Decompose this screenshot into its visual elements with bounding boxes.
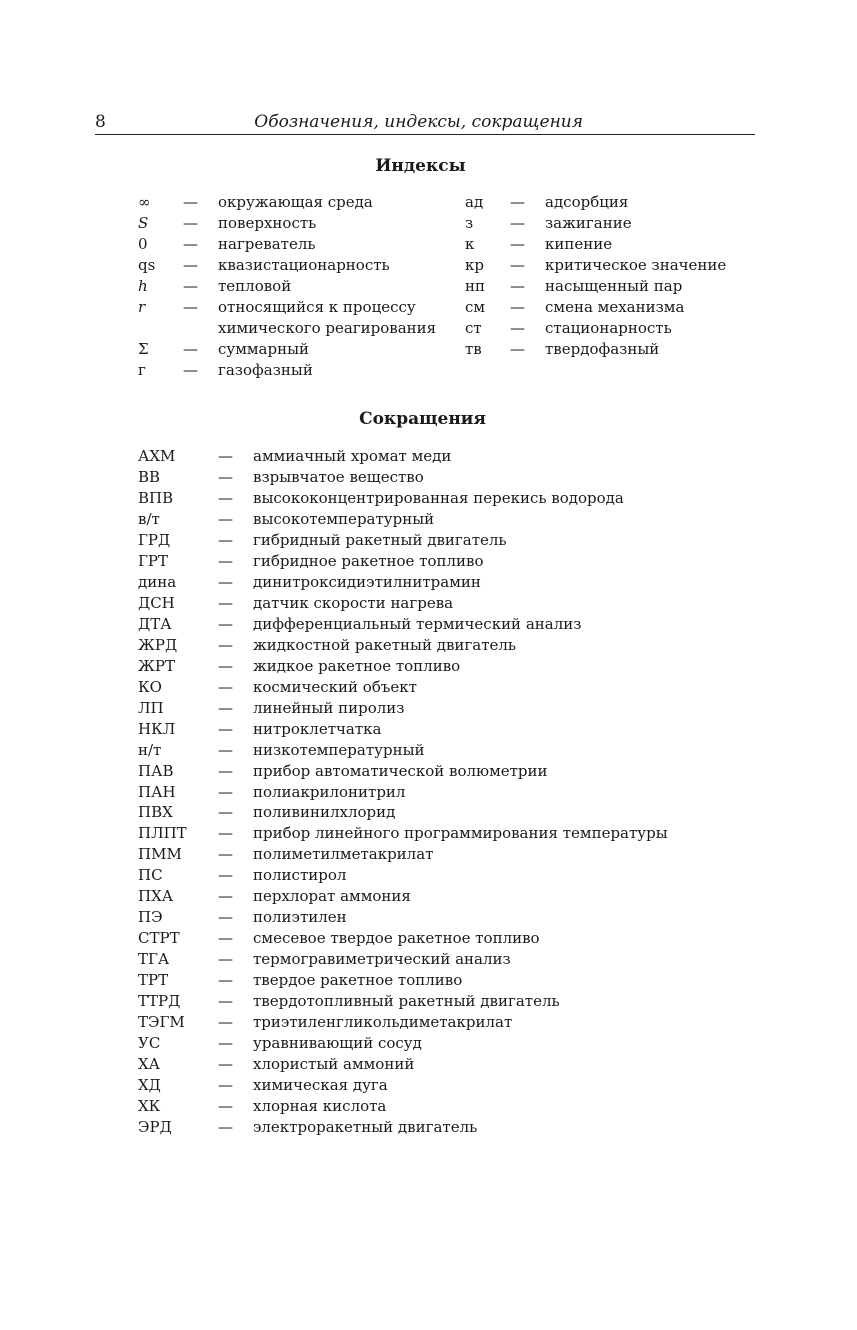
- abbreviation-dash: —: [218, 887, 233, 906]
- abbreviation-description: триэтиленгликольдиметакрилат: [253, 1013, 513, 1032]
- abbreviation-description: перхлорат аммония: [253, 887, 411, 906]
- index-symbol: ∞: [138, 193, 151, 211]
- index-dash: —: [510, 340, 525, 358]
- abbreviation-term: ГРТ: [138, 551, 169, 570]
- abbreviation-description: гибридное ракетное топливо: [253, 551, 484, 570]
- abbreviation-term: ЛП: [138, 698, 164, 717]
- abbreviation-dash: —: [218, 635, 233, 654]
- abbreviation-term: ПС: [138, 866, 163, 885]
- index-dash: —: [183, 193, 198, 211]
- abbreviation-description: термогравиметрический анализ: [253, 950, 511, 969]
- index-description: тепловой: [218, 277, 292, 295]
- index-symbol: Σ: [138, 340, 149, 358]
- index-symbol: 0: [138, 235, 148, 253]
- abbreviation-description: дифференциальный термический анализ: [253, 614, 582, 633]
- abbreviation-dash: —: [218, 1118, 233, 1137]
- index-symbol: г: [138, 361, 146, 379]
- index-dash: —: [183, 277, 198, 295]
- abbreviation-term: ГРД: [138, 530, 171, 549]
- abbreviation-dash: —: [218, 677, 233, 696]
- indices-section-title: Индексы: [375, 156, 466, 176]
- page-header: [95, 110, 755, 135]
- abbreviation-description: полиакрилонитрил: [253, 782, 406, 801]
- index-description: критическое значение: [545, 256, 727, 274]
- index-dash: —: [510, 235, 525, 253]
- abbreviation-term: ВПВ: [138, 488, 174, 507]
- running-title: Обозначения, индексы, сокращения: [254, 112, 583, 132]
- abbreviation-description: датчик скорости нагрева: [253, 593, 454, 612]
- abbreviation-description: аммиачный хромат меди: [253, 447, 452, 465]
- index-symbol: к: [465, 235, 475, 253]
- abbreviation-dash: —: [218, 1076, 233, 1095]
- abbreviation-dash: —: [218, 572, 233, 591]
- abbreviation-term: ТРТ: [138, 971, 169, 990]
- index-description: кипение: [545, 235, 613, 253]
- abbreviation-dash: —: [218, 845, 233, 864]
- index-dash: —: [183, 361, 198, 379]
- abbreviation-description: уравнивающий сосуд: [253, 1034, 422, 1053]
- abbreviation-dash: —: [218, 614, 233, 633]
- abbreviation-term: в/т: [138, 509, 160, 528]
- abbreviation-term: ПХА: [138, 887, 174, 906]
- abbreviation-term: дина: [138, 572, 177, 591]
- abbreviation-description: смесевое твердое ракетное топливо: [253, 929, 540, 948]
- abbreviation-dash: —: [218, 593, 233, 612]
- index-symbol: кр: [465, 256, 484, 274]
- abbreviation-description: гибридный ракетный двигатель: [253, 530, 507, 549]
- abbreviation-dash: —: [218, 509, 233, 528]
- index-symbol: тв: [465, 340, 482, 358]
- abbreviation-dash: —: [218, 824, 233, 843]
- index-description: нагреватель: [218, 235, 316, 253]
- abbreviation-dash: —: [218, 1013, 233, 1032]
- abbreviation-description: поливинилхлорид: [253, 803, 396, 822]
- abbreviation-term: ДСН: [138, 593, 175, 612]
- abbreviation-description: высококонцентрированная перекись водорода: [253, 488, 624, 507]
- abbreviation-description: жидкостной ракетный двигатель: [253, 635, 517, 654]
- abbreviation-dash: —: [218, 803, 233, 822]
- abbreviation-dash: —: [218, 761, 233, 780]
- abbreviation-description: линейный пиролиз: [253, 698, 405, 717]
- index-description: твердофазный: [545, 340, 660, 358]
- abbreviation-term: ХК: [138, 1097, 161, 1116]
- abbreviation-term: ПВХ: [138, 803, 173, 822]
- index-symbol: ад: [465, 193, 484, 211]
- abbreviation-description: прибор автоматической волюметрии: [253, 761, 548, 780]
- abbreviation-description: твердотопливный ракетный двигатель: [253, 992, 560, 1011]
- index-description: квазистационарность: [218, 256, 390, 274]
- abbreviation-dash: —: [218, 1055, 233, 1074]
- abbreviation-term: ЭРД: [138, 1118, 172, 1137]
- index-description: стационарность: [545, 319, 672, 337]
- index-dash: —: [183, 256, 198, 274]
- index-description: поверхность: [218, 214, 317, 232]
- index-description: насыщенный пар: [545, 277, 683, 295]
- abbreviation-description: хлорная кислота: [253, 1097, 387, 1116]
- index-description: относящийся к процессу: [218, 298, 416, 316]
- index-description: окружающая среда: [218, 193, 373, 211]
- abbreviation-term: ПАН: [138, 782, 176, 801]
- abbreviation-dash: —: [218, 530, 233, 549]
- abbreviation-term: н/т: [138, 740, 162, 759]
- abbreviation-description: нитроклетчатка: [253, 719, 382, 738]
- abbreviation-term: НКЛ: [138, 719, 176, 738]
- abbreviation-description: хлористый аммоний: [253, 1055, 415, 1074]
- abbreviation-dash: —: [218, 1034, 233, 1053]
- abbreviation-dash: —: [218, 908, 233, 927]
- index-symbol: см: [465, 298, 486, 316]
- abbreviation-term: УС: [138, 1034, 161, 1053]
- abbreviation-description: полистирол: [253, 866, 347, 885]
- abbreviation-dash: —: [218, 447, 233, 465]
- index-symbol: qs: [138, 256, 156, 274]
- abbreviation-dash: —: [218, 467, 233, 486]
- index-dash: —: [510, 277, 525, 295]
- abbreviation-term: ПАВ: [138, 761, 174, 780]
- abbreviation-term: КО: [138, 677, 162, 696]
- index-description: адсорбция: [545, 193, 629, 211]
- abbreviation-description: взрывчатое вещество: [253, 467, 424, 486]
- index-symbol: S: [138, 214, 149, 232]
- abbreviation-dash: —: [218, 866, 233, 885]
- abbreviation-term: ТЭГМ: [138, 1013, 185, 1032]
- abbreviation-dash: —: [218, 929, 233, 948]
- index-symbol: ст: [465, 319, 482, 337]
- abbreviation-term: ПЛПТ: [138, 824, 187, 843]
- abbreviation-term: СТРТ: [138, 929, 180, 948]
- index-symbol: h: [138, 277, 148, 295]
- abbreviation-description: полиметилметакрилат: [253, 845, 434, 864]
- abbreviation-term: ДТА: [138, 614, 172, 633]
- index-description: химического реагирования: [218, 319, 437, 337]
- index-symbol: нп: [465, 277, 485, 295]
- abbreviation-description: полиэтилен: [253, 908, 347, 927]
- abbreviation-description: химическая дуга: [253, 1076, 388, 1095]
- index-dash: —: [510, 298, 525, 316]
- abbreviation-description: низкотемпературный: [253, 740, 425, 759]
- abbreviation-dash: —: [218, 992, 233, 1011]
- abbreviation-description: твердое ракетное топливо: [253, 971, 463, 990]
- index-dash: —: [510, 193, 525, 211]
- abbreviation-term: ПММ: [138, 845, 182, 864]
- abbreviation-term: ХД: [138, 1076, 161, 1095]
- abbreviation-dash: —: [218, 740, 233, 759]
- page-number: 8: [95, 112, 106, 132]
- abbreviation-description: жидкое ракетное топливо: [253, 656, 461, 675]
- abbreviation-description: высокотемпературный: [253, 509, 435, 528]
- abbreviation-dash: —: [218, 488, 233, 507]
- abbreviation-term: ПЭ: [138, 908, 163, 927]
- abbreviation-term: ВВ: [138, 467, 161, 486]
- index-description: зажигание: [545, 214, 632, 232]
- abbreviation-dash: —: [218, 656, 233, 675]
- abbreviation-dash: —: [218, 719, 233, 738]
- index-description: газофазный: [218, 361, 313, 379]
- abbreviation-dash: —: [218, 971, 233, 990]
- abbreviation-dash: —: [218, 551, 233, 570]
- abbreviation-description: прибор линейного программирования температуры: [253, 824, 668, 843]
- index-dash: —: [183, 298, 198, 316]
- abbreviation-description: динитроксидиэтилнитрамин: [253, 572, 481, 591]
- index-dash: —: [183, 340, 198, 358]
- index-dash: —: [183, 214, 198, 232]
- abbreviation-term: ЖРТ: [138, 656, 175, 675]
- index-symbol: з: [465, 214, 474, 232]
- abbreviations-section-title: Сокращения: [359, 409, 486, 429]
- abbreviation-term: ХА: [138, 1055, 161, 1074]
- index-symbol: r: [138, 298, 146, 316]
- index-dash: —: [510, 256, 525, 274]
- index-dash: —: [510, 214, 525, 232]
- abbreviation-dash: —: [218, 950, 233, 969]
- abbreviation-term: ТТРД: [138, 992, 181, 1011]
- abbreviation-description: электроракетный двигатель: [253, 1118, 478, 1137]
- abbreviation-term: АХМ: [138, 447, 176, 465]
- abbreviation-term: ЖРД: [138, 635, 178, 654]
- abbreviation-dash: —: [218, 782, 233, 801]
- index-dash: —: [510, 319, 525, 337]
- index-dash: —: [183, 235, 198, 253]
- abbreviation-description: космический объект: [253, 677, 417, 696]
- index-description: смена механизма: [545, 298, 685, 316]
- abbreviation-dash: —: [218, 1097, 233, 1116]
- abbreviation-dash: —: [218, 698, 233, 717]
- index-description: суммарный: [218, 340, 310, 358]
- abbreviation-term: ТГА: [138, 950, 170, 969]
